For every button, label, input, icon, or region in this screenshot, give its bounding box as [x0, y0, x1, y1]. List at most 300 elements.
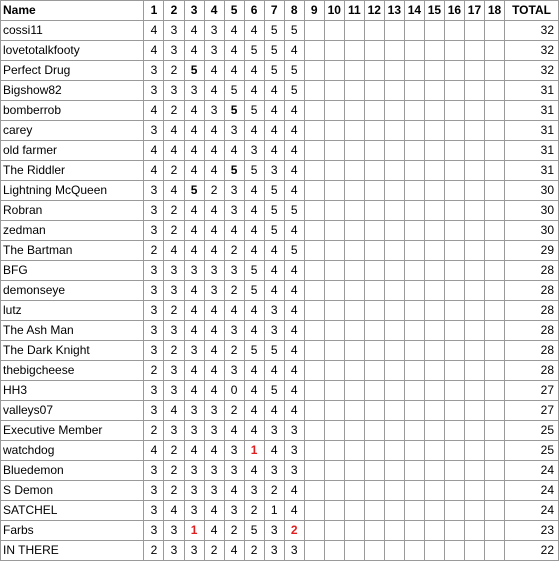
hole-score-11 — [344, 461, 364, 481]
hole-score-18 — [484, 501, 504, 521]
table-row — [1, 141, 559, 161]
hole-score-4: 4 — [204, 241, 224, 261]
hole-score-2: 2 — [164, 201, 184, 221]
hole-score-1: 3 — [144, 201, 164, 221]
player-name: lutz — [1, 301, 144, 321]
hole-score-3: 4 — [184, 161, 204, 181]
hole-score-6: 4 — [244, 421, 264, 441]
table-row — [1, 301, 559, 321]
hole-score-7: 4 — [264, 241, 284, 261]
hole-score-13 — [384, 521, 404, 541]
hole-score-16 — [444, 341, 464, 361]
hole-score-16 — [444, 81, 464, 101]
hole-score-13 — [384, 361, 404, 381]
hole-score-18 — [484, 361, 504, 381]
hole-score-11 — [344, 181, 364, 201]
hole-score-6: 2 — [244, 501, 264, 521]
hole-score-3: 4 — [184, 241, 204, 261]
hole-score-10 — [324, 81, 344, 101]
hole-score-18 — [484, 261, 504, 281]
table-row — [1, 421, 559, 441]
hole-score-14 — [404, 341, 424, 361]
hole-score-6: 4 — [244, 381, 264, 401]
hole-score-13 — [384, 21, 404, 41]
hole-score-10 — [324, 481, 344, 501]
hole-score-8: 4 — [284, 501, 304, 521]
hole-score-18 — [484, 521, 504, 541]
hole-score-3: 3 — [184, 341, 204, 361]
hole-score-9 — [304, 21, 324, 41]
hole-score-8: 3 — [284, 441, 304, 461]
hole-score-9 — [304, 161, 324, 181]
hole-score-13 — [384, 101, 404, 121]
hole-score-3: 4 — [184, 441, 204, 461]
hole-score-6: 4 — [244, 61, 264, 81]
hole-score-8: 4 — [284, 161, 304, 181]
hole-score-14 — [404, 361, 424, 381]
hole-score-17 — [464, 341, 484, 361]
hole-score-17 — [464, 461, 484, 481]
hole-score-2: 3 — [164, 521, 184, 541]
hole-score-14 — [404, 301, 424, 321]
player-name: The Ash Man — [1, 321, 144, 341]
hole-score-15 — [424, 361, 444, 381]
hole-score-1: 3 — [144, 481, 164, 501]
hole-score-8: 4 — [284, 101, 304, 121]
table-row — [1, 101, 559, 121]
hole-score-14 — [404, 201, 424, 221]
player-name: Executive Member — [1, 421, 144, 441]
hole-score-5: 5 — [224, 101, 244, 121]
hole-score-2: 4 — [164, 501, 184, 521]
hole-score-2: 2 — [164, 461, 184, 481]
hole-score-3: 3 — [184, 421, 204, 441]
table-row — [1, 21, 559, 41]
hole-score-3: 4 — [184, 381, 204, 401]
hole-score-13 — [384, 281, 404, 301]
hole-score-17 — [464, 221, 484, 241]
hole-score-8: 4 — [284, 261, 304, 281]
hole-score-14 — [404, 121, 424, 141]
hole-score-17 — [464, 141, 484, 161]
hole-score-3: 4 — [184, 21, 204, 41]
player-name: S Demon — [1, 481, 144, 501]
hole-score-13 — [384, 61, 404, 81]
hole-score-15 — [424, 461, 444, 481]
hole-score-1: 3 — [144, 281, 164, 301]
hole-score-10 — [324, 41, 344, 61]
hole-score-5: 5 — [224, 81, 244, 101]
hole-score-4: 4 — [204, 501, 224, 521]
name-column-header: Name — [1, 1, 144, 21]
hole-score-2: 4 — [164, 181, 184, 201]
hole-score-5: 2 — [224, 521, 244, 541]
hole-score-14 — [404, 101, 424, 121]
hole-score-8: 4 — [284, 481, 304, 501]
player-total: 30 — [505, 201, 559, 221]
table-row — [1, 161, 559, 181]
hole-score-12 — [364, 461, 384, 481]
hole-score-2: 2 — [164, 101, 184, 121]
hole-score-2: 3 — [164, 381, 184, 401]
hole-score-14 — [404, 161, 424, 181]
player-total: 31 — [505, 81, 559, 101]
hole-score-10 — [324, 141, 344, 161]
table-row — [1, 461, 559, 481]
hole-score-12 — [364, 221, 384, 241]
table-row — [1, 401, 559, 421]
hole-score-4: 4 — [204, 521, 224, 541]
player-total: 23 — [505, 521, 559, 541]
hole-score-7: 4 — [264, 141, 284, 161]
hole-score-15 — [424, 221, 444, 241]
hole-score-16 — [444, 261, 464, 281]
hole-score-12 — [364, 481, 384, 501]
hole-score-6: 4 — [244, 21, 264, 41]
hole-score-9 — [304, 461, 324, 481]
hole-score-9 — [304, 341, 324, 361]
hole-score-16 — [444, 421, 464, 441]
hole-score-7: 5 — [264, 181, 284, 201]
hole-score-10 — [324, 421, 344, 441]
hole-score-6: 4 — [244, 461, 264, 481]
hole-score-4: 3 — [204, 401, 224, 421]
hole-score-7: 4 — [264, 361, 284, 381]
hole-score-5: 4 — [224, 221, 244, 241]
hole-score-15 — [424, 101, 444, 121]
hole-score-16 — [444, 381, 464, 401]
hole-score-9 — [304, 481, 324, 501]
hole-score-18 — [484, 301, 504, 321]
hole-score-16 — [444, 41, 464, 61]
hole-score-9 — [304, 381, 324, 401]
hole-score-13 — [384, 301, 404, 321]
hole-score-12 — [364, 401, 384, 421]
hole-score-1: 4 — [144, 101, 164, 121]
hole-score-18 — [484, 541, 504, 561]
hole-score-3: 4 — [184, 301, 204, 321]
hole-score-7: 4 — [264, 101, 284, 121]
player-total: 28 — [505, 321, 559, 341]
hole-score-4: 3 — [204, 421, 224, 441]
hole-score-5: 4 — [224, 141, 244, 161]
hole-score-17 — [464, 181, 484, 201]
hole-score-9 — [304, 121, 324, 141]
hole-score-13 — [384, 261, 404, 281]
hole-score-16 — [444, 181, 464, 201]
hole-score-9 — [304, 441, 324, 461]
hole-score-12 — [364, 541, 384, 561]
player-name: lovetotalkfooty — [1, 41, 144, 61]
hole-score-15 — [424, 121, 444, 141]
hole-score-1: 3 — [144, 81, 164, 101]
hole-score-15 — [424, 441, 444, 461]
hole-score-13 — [384, 121, 404, 141]
hole-score-4: 4 — [204, 141, 224, 161]
hole-score-10 — [324, 321, 344, 341]
hole-score-11 — [344, 261, 364, 281]
player-name: Farbs — [1, 521, 144, 541]
hole-score-6: 5 — [244, 161, 264, 181]
hole-score-17 — [464, 241, 484, 261]
hole-score-2: 2 — [164, 161, 184, 181]
hole-score-18 — [484, 241, 504, 261]
hole-header-15: 15 — [424, 1, 444, 21]
table-row — [1, 241, 559, 261]
hole-score-6: 4 — [244, 181, 264, 201]
player-name: The Dark Knight — [1, 341, 144, 361]
hole-score-7: 5 — [264, 221, 284, 241]
hole-score-17 — [464, 161, 484, 181]
hole-score-3: 3 — [184, 481, 204, 501]
hole-score-8: 4 — [284, 361, 304, 381]
hole-score-14 — [404, 281, 424, 301]
hole-score-14 — [404, 421, 424, 441]
player-total: 27 — [505, 381, 559, 401]
hole-score-2: 3 — [164, 361, 184, 381]
hole-score-2: 2 — [164, 441, 184, 461]
hole-score-10 — [324, 201, 344, 221]
hole-score-2: 4 — [164, 121, 184, 141]
hole-score-4: 2 — [204, 541, 224, 561]
hole-score-16 — [444, 541, 464, 561]
hole-score-10 — [324, 381, 344, 401]
hole-score-11 — [344, 221, 364, 241]
hole-score-7: 3 — [264, 541, 284, 561]
hole-score-5: 2 — [224, 401, 244, 421]
hole-score-15 — [424, 341, 444, 361]
hole-score-3: 3 — [184, 501, 204, 521]
hole-score-7: 2 — [264, 481, 284, 501]
hole-score-17 — [464, 21, 484, 41]
hole-score-3: 3 — [184, 541, 204, 561]
hole-header-3: 3 — [184, 1, 204, 21]
hole-score-7: 4 — [264, 401, 284, 421]
hole-score-14 — [404, 521, 424, 541]
hole-score-11 — [344, 101, 364, 121]
hole-score-10 — [324, 101, 344, 121]
table-row — [1, 181, 559, 201]
hole-score-6: 5 — [244, 101, 264, 121]
hole-score-7: 5 — [264, 21, 284, 41]
hole-score-2: 4 — [164, 241, 184, 261]
player-total: 31 — [505, 101, 559, 121]
hole-score-12 — [364, 201, 384, 221]
hole-score-13 — [384, 241, 404, 261]
hole-score-12 — [364, 21, 384, 41]
hole-score-10 — [324, 181, 344, 201]
player-name: Bluedemon — [1, 461, 144, 481]
hole-score-5: 3 — [224, 181, 244, 201]
hole-score-13 — [384, 401, 404, 421]
hole-score-11 — [344, 341, 364, 361]
hole-score-17 — [464, 81, 484, 101]
hole-score-18 — [484, 41, 504, 61]
hole-score-2: 3 — [164, 281, 184, 301]
player-name: bomberrob — [1, 101, 144, 121]
hole-score-7: 1 — [264, 501, 284, 521]
hole-score-16 — [444, 481, 464, 501]
hole-score-13 — [384, 501, 404, 521]
table-row — [1, 321, 559, 341]
hole-score-2: 2 — [164, 221, 184, 241]
hole-score-12 — [364, 361, 384, 381]
hole-score-4: 4 — [204, 221, 224, 241]
hole-score-12 — [364, 501, 384, 521]
hole-score-16 — [444, 161, 464, 181]
hole-score-8: 4 — [284, 321, 304, 341]
hole-score-18 — [484, 21, 504, 41]
hole-score-4: 3 — [204, 21, 224, 41]
hole-score-18 — [484, 161, 504, 181]
hole-header-4: 4 — [204, 1, 224, 21]
hole-score-13 — [384, 461, 404, 481]
hole-score-11 — [344, 321, 364, 341]
hole-score-1: 2 — [144, 361, 164, 381]
hole-score-3: 4 — [184, 101, 204, 121]
leaderboard-body — [1, 21, 559, 561]
hole-score-11 — [344, 541, 364, 561]
hole-score-12 — [364, 441, 384, 461]
hole-score-14 — [404, 501, 424, 521]
hole-score-7: 5 — [264, 341, 284, 361]
player-total: 29 — [505, 241, 559, 261]
player-name: The Riddler — [1, 161, 144, 181]
hole-score-10 — [324, 501, 344, 521]
hole-score-11 — [344, 481, 364, 501]
hole-score-12 — [364, 61, 384, 81]
hole-score-17 — [464, 481, 484, 501]
hole-score-15 — [424, 41, 444, 61]
hole-score-1: 3 — [144, 521, 164, 541]
player-total: 32 — [505, 61, 559, 81]
player-name: Lightning McQueen — [1, 181, 144, 201]
hole-header-7: 7 — [264, 1, 284, 21]
hole-score-4: 3 — [204, 261, 224, 281]
hole-score-16 — [444, 501, 464, 521]
hole-score-4: 3 — [204, 281, 224, 301]
hole-score-14 — [404, 321, 424, 341]
hole-score-13 — [384, 161, 404, 181]
hole-score-10 — [324, 361, 344, 381]
hole-score-18 — [484, 81, 504, 101]
hole-score-17 — [464, 261, 484, 281]
hole-score-9 — [304, 401, 324, 421]
hole-score-11 — [344, 161, 364, 181]
player-name: valleys07 — [1, 401, 144, 421]
hole-score-6: 1 — [244, 441, 264, 461]
hole-score-16 — [444, 321, 464, 341]
hole-score-18 — [484, 181, 504, 201]
hole-score-5: 2 — [224, 281, 244, 301]
hole-score-1: 3 — [144, 381, 164, 401]
hole-score-15 — [424, 61, 444, 81]
hole-score-6: 3 — [244, 481, 264, 501]
hole-score-4: 4 — [204, 61, 224, 81]
hole-score-10 — [324, 541, 344, 561]
hole-score-4: 4 — [204, 361, 224, 381]
hole-score-6: 4 — [244, 201, 264, 221]
hole-score-18 — [484, 101, 504, 121]
hole-score-12 — [364, 121, 384, 141]
hole-score-5: 3 — [224, 461, 244, 481]
table-row — [1, 481, 559, 501]
player-name: thebigcheese — [1, 361, 144, 381]
hole-score-8: 3 — [284, 421, 304, 441]
player-name: zedman — [1, 221, 144, 241]
hole-score-14 — [404, 141, 424, 161]
hole-score-9 — [304, 501, 324, 521]
hole-score-6: 2 — [244, 541, 264, 561]
hole-score-8: 4 — [284, 141, 304, 161]
hole-score-9 — [304, 521, 324, 541]
hole-score-7: 4 — [264, 281, 284, 301]
table-row — [1, 361, 559, 381]
hole-score-8: 4 — [284, 281, 304, 301]
hole-score-4: 4 — [204, 81, 224, 101]
hole-score-7: 3 — [264, 161, 284, 181]
hole-score-5: 3 — [224, 201, 244, 221]
hole-score-11 — [344, 201, 364, 221]
hole-score-1: 4 — [144, 41, 164, 61]
hole-score-14 — [404, 21, 424, 41]
hole-score-9 — [304, 541, 324, 561]
hole-score-11 — [344, 21, 364, 41]
hole-score-13 — [384, 141, 404, 161]
hole-score-10 — [324, 341, 344, 361]
hole-score-4: 3 — [204, 41, 224, 61]
hole-header-8: 8 — [284, 1, 304, 21]
hole-score-4: 4 — [204, 301, 224, 321]
hole-score-12 — [364, 281, 384, 301]
hole-score-12 — [364, 341, 384, 361]
hole-score-5: 2 — [224, 241, 244, 261]
hole-score-12 — [364, 41, 384, 61]
hole-score-17 — [464, 321, 484, 341]
hole-score-3: 5 — [184, 181, 204, 201]
hole-score-13 — [384, 201, 404, 221]
hole-score-15 — [424, 141, 444, 161]
player-total: 32 — [505, 21, 559, 41]
hole-score-14 — [404, 221, 424, 241]
hole-score-15 — [424, 481, 444, 501]
hole-score-15 — [424, 501, 444, 521]
table-row — [1, 81, 559, 101]
hole-score-4: 4 — [204, 381, 224, 401]
hole-score-16 — [444, 401, 464, 421]
hole-score-7: 4 — [264, 81, 284, 101]
hole-score-4: 3 — [204, 481, 224, 501]
hole-score-7: 3 — [264, 521, 284, 541]
hole-score-3: 4 — [184, 361, 204, 381]
hole-score-5: 3 — [224, 441, 244, 461]
hole-score-16 — [444, 461, 464, 481]
hole-score-17 — [464, 501, 484, 521]
hole-score-3: 3 — [184, 401, 204, 421]
hole-score-11 — [344, 521, 364, 541]
hole-score-2: 2 — [164, 481, 184, 501]
hole-header-1: 1 — [144, 1, 164, 21]
player-total: 25 — [505, 441, 559, 461]
hole-score-1: 3 — [144, 261, 164, 281]
hole-score-9 — [304, 41, 324, 61]
hole-score-9 — [304, 221, 324, 241]
hole-score-9 — [304, 421, 324, 441]
hole-score-8: 5 — [284, 81, 304, 101]
hole-score-12 — [364, 381, 384, 401]
hole-score-15 — [424, 261, 444, 281]
hole-score-11 — [344, 141, 364, 161]
